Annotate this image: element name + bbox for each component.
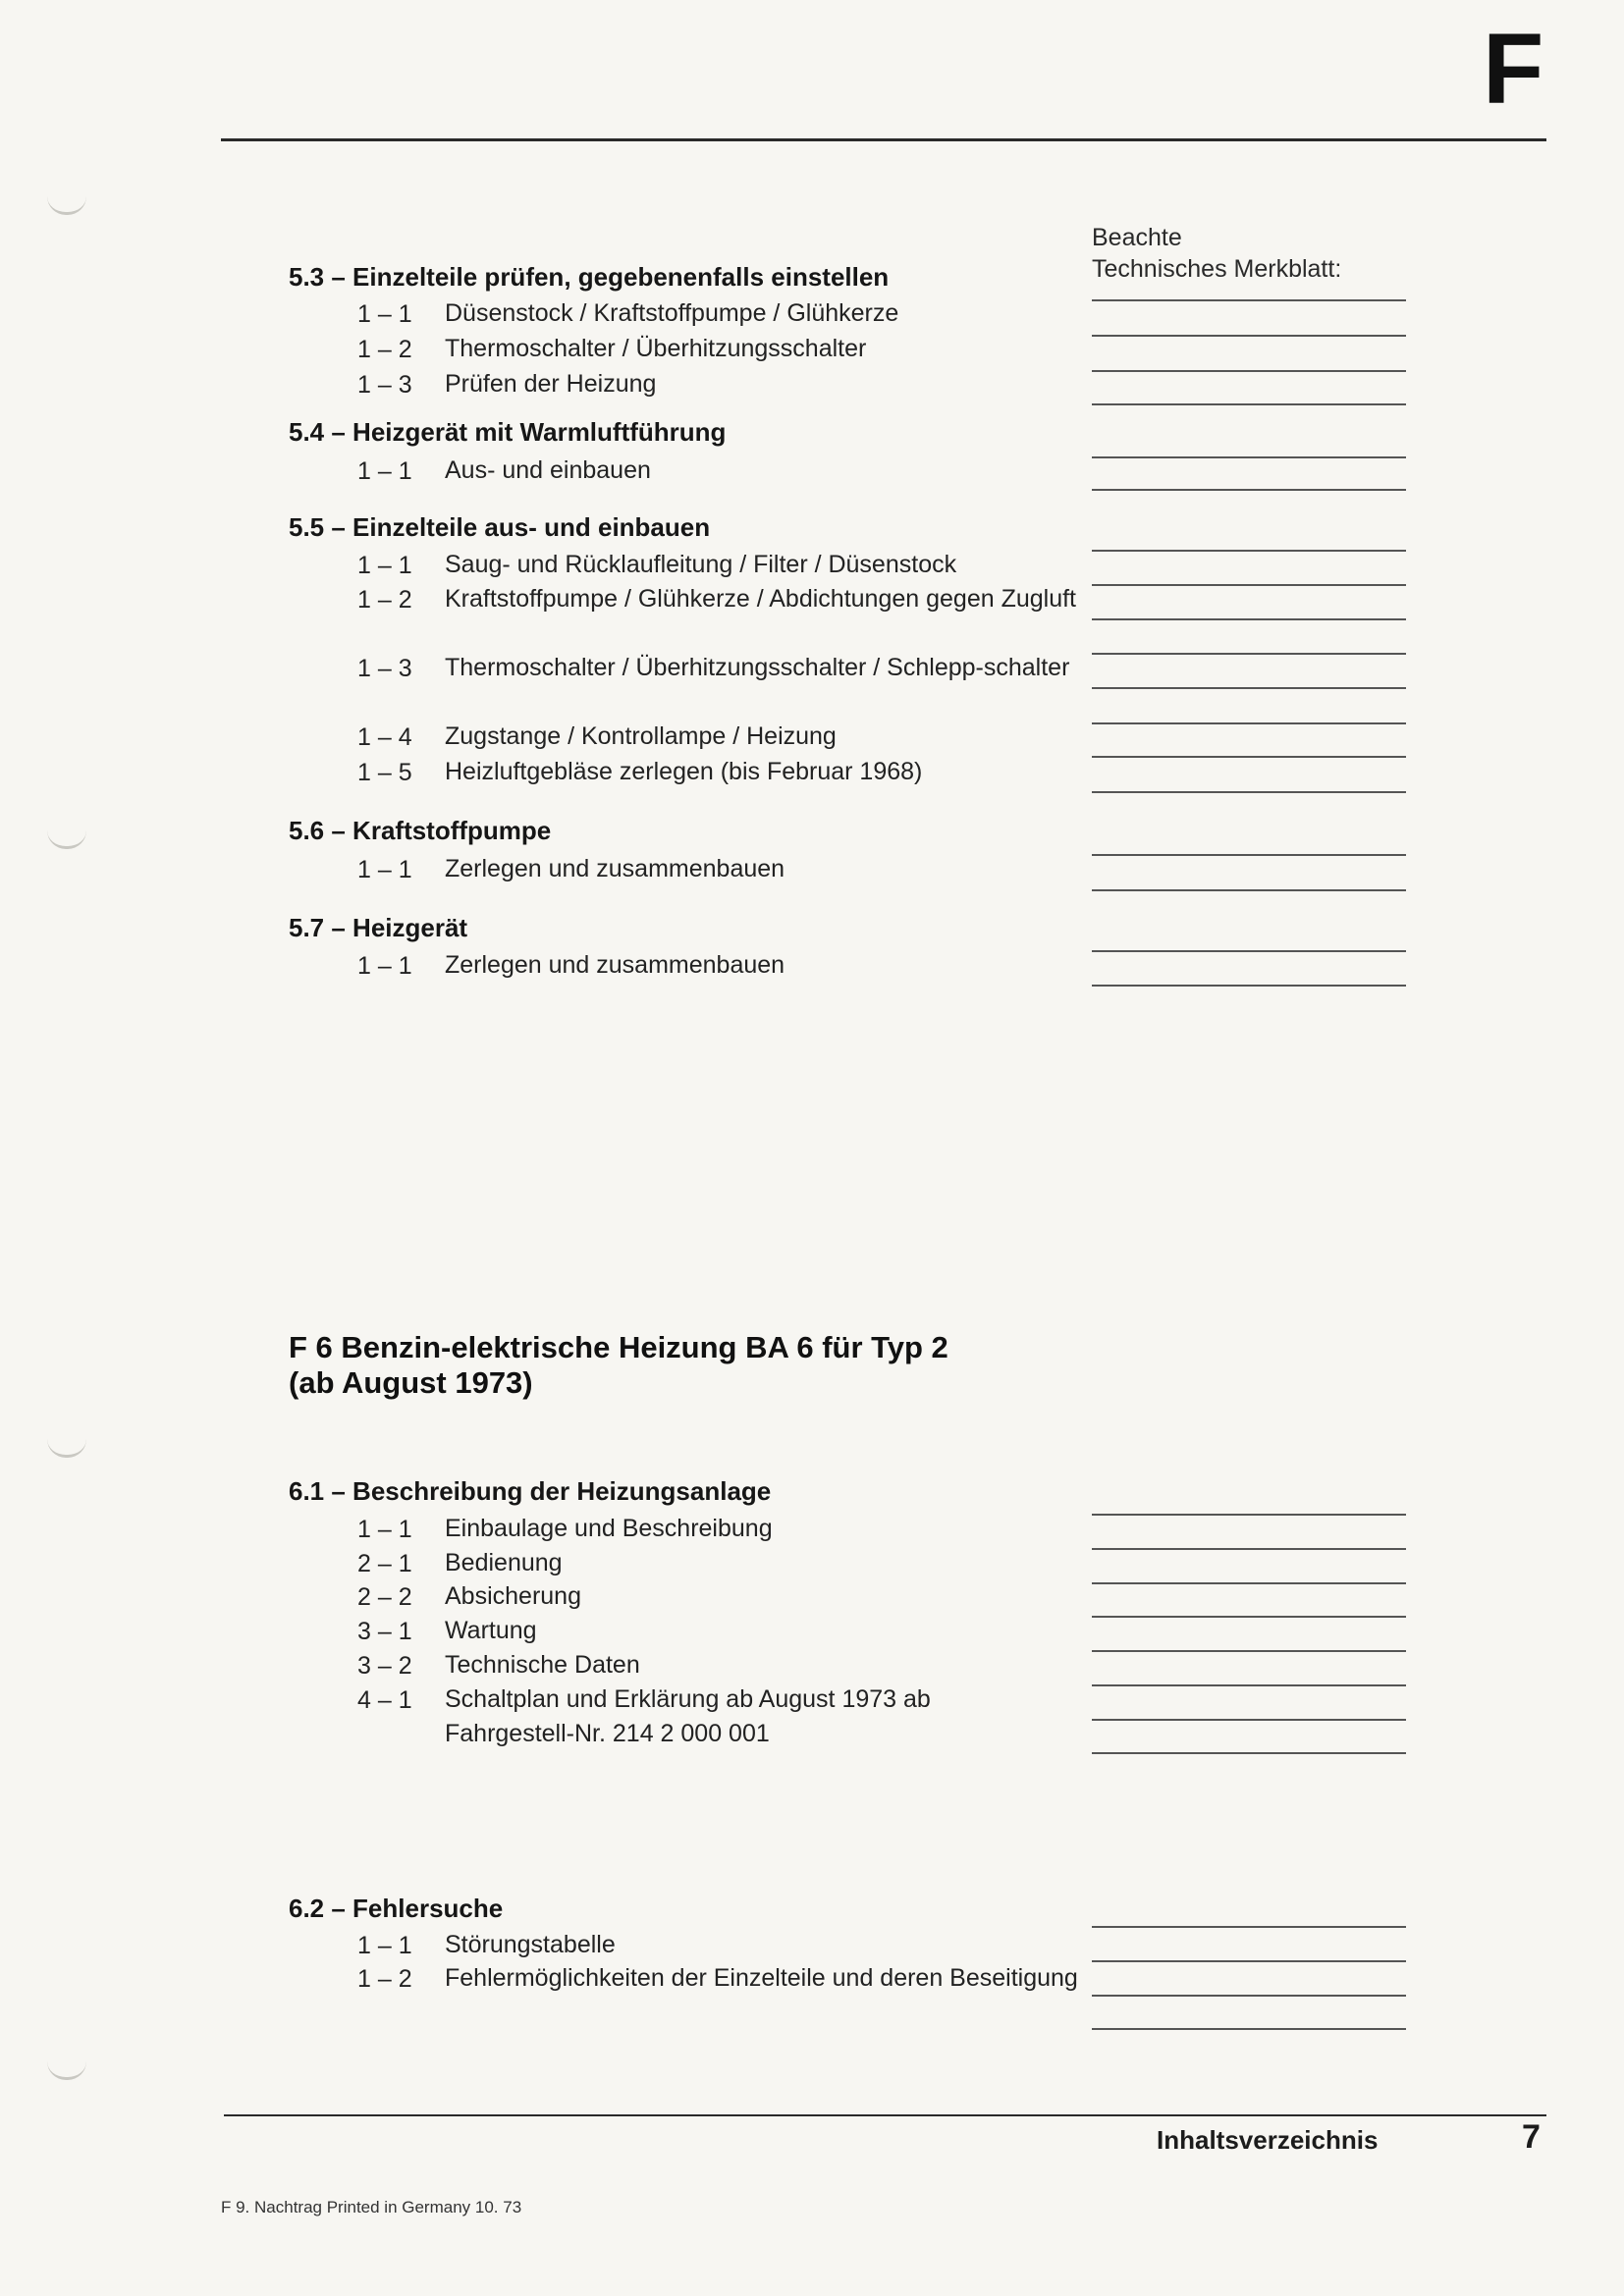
- note-line: [1092, 2028, 1406, 2030]
- note-line: [1092, 1684, 1406, 1686]
- item-text: Heizluftgebläse zerlegen (bis Februar 1968): [445, 758, 923, 785]
- item-number: 1 – 4: [357, 723, 412, 751]
- note-line: [1092, 722, 1406, 724]
- note-line: [1092, 403, 1406, 405]
- item-number: 1 – 1: [357, 300, 412, 328]
- note-line: [1092, 985, 1406, 987]
- item-number: 1 – 3: [357, 655, 412, 682]
- section-heading: 5.4 – Heizgerät mit Warmluftführung: [289, 417, 727, 447]
- item-number: 2 – 1: [357, 1550, 412, 1577]
- item-text: Einbaulage und Beschreibung: [445, 1515, 773, 1542]
- section-heading: 5.6 – Kraftstoffpumpe: [289, 816, 552, 845]
- item-number: 1 – 1: [357, 457, 412, 485]
- item-number: 1 – 3: [357, 371, 412, 399]
- item-text: Absicherung: [445, 1582, 581, 1610]
- note-line: [1092, 335, 1406, 337]
- note-line: [1092, 489, 1406, 491]
- note-line: [1092, 756, 1406, 758]
- item-text: Zugstange / Kontrollampe / Heizung: [445, 722, 837, 750]
- note-line: [1092, 550, 1406, 552]
- note-line-2: Technisches Merkblatt:: [1092, 255, 1342, 283]
- section-heading: 6.1 – Beschreibung der Heizungsanlage: [289, 1476, 772, 1506]
- note-line: [1092, 950, 1406, 952]
- item-number: 1 – 1: [357, 1932, 412, 1959]
- punch-hole-mark: [47, 2061, 86, 2080]
- footer-label: Inhaltsverzeichnis: [1157, 2125, 1379, 2155]
- item-text: Kraftstoffpumpe / Glühkerze / Abdichtungen gegen Zugluft: [445, 585, 1077, 613]
- section-tab-letter: F: [1483, 13, 1544, 125]
- item-number: 1 – 1: [357, 1516, 412, 1543]
- page-number: 7: [1522, 2118, 1541, 2156]
- item-text: Wartung: [445, 1617, 537, 1644]
- item-text: Thermoschalter / Überhitzungsschalter / Schlepp-schalter: [445, 654, 1070, 681]
- note-line: [1092, 791, 1406, 793]
- item-number: 1 – 1: [357, 856, 412, 883]
- item-number: 4 – 1: [357, 1686, 412, 1714]
- note-line: [1092, 1650, 1406, 1652]
- item-number: 1 – 5: [357, 759, 412, 786]
- note-line: [1092, 687, 1406, 689]
- bottom-rule: [224, 2114, 1546, 2116]
- note-line: [1092, 653, 1406, 655]
- punch-hole-mark: [47, 1439, 86, 1458]
- note-line: [1092, 370, 1406, 372]
- item-number: 1 – 1: [357, 552, 412, 579]
- note-line: [1092, 584, 1406, 586]
- item-number: 1 – 2: [357, 1965, 412, 1993]
- punch-hole-mark: [47, 830, 86, 849]
- item-number: 3 – 2: [357, 1652, 412, 1680]
- item-text: Saug- und Rücklaufleitung / Filter / Düsenstock: [445, 551, 957, 578]
- item-text: Zerlegen und zusammenbauen: [445, 855, 785, 882]
- item-text: Düsenstock / Kraftstoffpumpe / Glühkerze: [445, 299, 899, 327]
- item-text: Prüfen der Heizung: [445, 370, 657, 398]
- note-line: [1092, 1616, 1406, 1618]
- item-text: Bedienung: [445, 1549, 563, 1576]
- note-line: [1092, 1514, 1406, 1516]
- note-line: [1092, 1752, 1406, 1754]
- note-line: [1092, 1582, 1406, 1584]
- note-line: [1092, 1960, 1406, 1962]
- item-text: Zerlegen und zusammenbauen: [445, 951, 785, 979]
- item-text: Aus- und einbauen: [445, 456, 651, 484]
- item-text: Störungstabelle: [445, 1931, 616, 1958]
- item-number: 1 – 2: [357, 336, 412, 363]
- punch-hole-mark: [47, 196, 86, 215]
- note-line: [1092, 1719, 1406, 1721]
- section-heading: 6.2 – Fehlersuche: [289, 1894, 504, 1923]
- chapter-title: [289, 1330, 1074, 1401]
- chapter-title-line-1: F 6 Benzin-elektrische Heizung BA 6 für Typ 2: [289, 1330, 948, 1364]
- note-line: [1092, 889, 1406, 891]
- item-text: Thermoschalter / Überhitzungsschalter: [445, 335, 867, 362]
- item-text: Schaltplan und Erklärung ab August 1973 ab Fahrgestell-Nr. 214 2 000 001: [445, 1685, 931, 1747]
- item-text: Technische Daten: [445, 1651, 640, 1679]
- note-line: [1092, 299, 1406, 301]
- note-line: [1092, 1926, 1406, 1928]
- item-number: 2 – 2: [357, 1583, 412, 1611]
- note-line: [1092, 456, 1406, 458]
- item-text: Fehlermöglichkeiten der Einzelteile und deren Beseitigung: [445, 1964, 1078, 1992]
- print-note: F 9. Nachtrag Printed in Germany 10. 73: [221, 2198, 522, 2216]
- section-heading: 5.5 – Einzelteile aus- und einbauen: [289, 512, 711, 542]
- note-line: [1092, 618, 1406, 620]
- note-line: [1092, 1995, 1406, 1997]
- note-line: [1092, 1548, 1406, 1550]
- chapter-title-line-2: (ab August 1973): [289, 1365, 533, 1400]
- note-line-1: Beachte: [1092, 224, 1182, 251]
- item-number: 1 – 2: [357, 586, 412, 614]
- top-rule: [221, 138, 1546, 141]
- item-number: 3 – 1: [357, 1618, 412, 1645]
- note-header: [1092, 222, 1341, 285]
- section-heading: 5.3 – Einzelteile prüfen, gegebenenfalls einstellen: [289, 262, 890, 292]
- section-heading: 5.7 – Heizgerät: [289, 913, 468, 942]
- note-line: [1092, 854, 1406, 856]
- item-number: 1 – 1: [357, 952, 412, 980]
